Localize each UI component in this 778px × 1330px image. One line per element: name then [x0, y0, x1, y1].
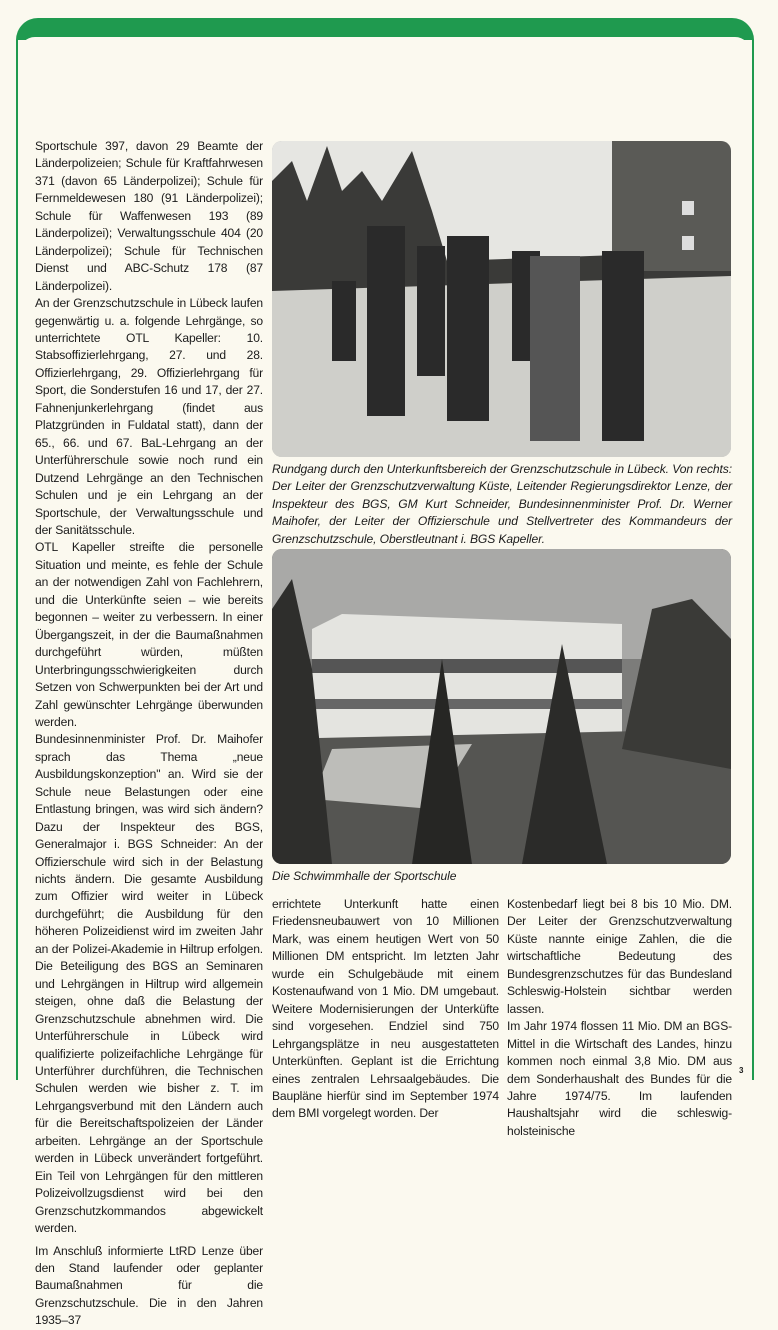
paragraph: Kostenbedarf liegt bei 8 bis 10 Mio. DM. Der Leiter der Grenzschutzverwaltung Küste nannte einige Zahlen, die die wirtschaftliche Bedeutung des Bundesgrenzschutzes für das Bundesland Schleswig-Holstein sichtbar werden lassen.	[507, 897, 732, 1016]
photo-caption: Rundgang durch den Unterkunftsbereich der Grenzschutzschule in Lübeck. Von rechts: Der Leiter der Grenzschutzverwaltung Küste, Leitender Regierungsdirektor Lenze, der Inspekteur des BGS, GM Kurt Schneider, Bundesinnenminister Prof. Dr. Werner Maihofer, der Leiter der Offizierschule und Stellvertreter des Kommandeurs der Grenzschutzschule, Oberstleutnant i. BGS Kapeller.	[272, 462, 732, 546]
middle-text-column	[272, 896, 499, 1123]
green-frame-left	[16, 40, 18, 1080]
paragraph: Sportschule 397, davon 29 Beamte der Länderpolizeien; Schule für Kraftfahrwesen 371 (davon 65 Länderpolizei); Schule für Fernmeldewesen 180 (91 Länderpolizei); Schule für Waffenwesen 193 (89 Länderpolizei); Verwaltungsschule 404 (20 Länderpolizei); Schule für Technischen Dienst und ABC-Schutz 178 (87 Länderpolizei).	[35, 139, 263, 293]
left-text-column	[35, 138, 263, 1330]
paragraph: Im Jahr 1974 flossen 11 Mio. DM an BGS-Mittel in die Wirtschaft des Landes, hinzu kommen noch einmal 3,8 Mio. DM aus dem Sonderhaushalt des Bundes für die Jahre 1974/75. Im laufenden Haushaltsjahr wird die schleswig-holsteinische	[507, 1019, 732, 1138]
photo-caption: Die Schwimmhalle der Sportschule	[272, 869, 457, 883]
photo-swimming-hall	[272, 549, 731, 864]
paragraph: OTL Kapeller streifte die personelle Situation und meinte, es fehle der Schule an der notwendigen Zahl von Fachlehrern, und die Unterkünfte seien – wie bereits begonnen – weiter zu verbessern. In einer Übergangszeit, in der die Baumaßnahmen durchgeführt würden, müßten Unterbringungsschwierigkeiten durch Setzen von Schwerpunkten bei der Art und Zahl gewünschter Lehrgänge überwunden werden.	[35, 540, 263, 729]
right-text-column	[507, 896, 732, 1140]
green-frame-right	[752, 40, 754, 1080]
page-number: 3	[739, 1066, 744, 1075]
paragraph: Bundesinnenminister Prof. Dr. Maihofer sprach das Thema „neue Ausbildungskonzeption" an. Wird sie der Schule neue Belastungen oder eine Entlastung bringen, was wird sich ändern? Dazu der Inspekteur des BGS, Generalmajor i. BGS Schneider: An der Offizierschule wird sich in der Belastung nichts ändern. Die gesamte Ausbildung zum Offizier wird weiter in Lübeck durchgeführt; die Ausbildung für den höheren Polizeidienst wird im zweiten Jahr an der Polizei-Akademie in Hiltrup erfolgen. Die Beteiligung des BGS an Seminaren und Lehrgängen in Hiltrup wird allgemein steigen, ohne daß die Belastung der Grenzschutzschule abnehmen wird. Die Unterführerschule in Lübeck wird qualifizierte polizeifachliche Lehrgänge für Unterführer durchführen, die Technischen Schulen werden wie bisher z. T. im Lehrgangsverbund mit den Ländern auch für die Bereitschaftspolizeien der Länder arbeiten. Lehrgänge an der Sportschule werden in Lübeck unverändert fortgeführt. Ein Teil von Lehrgängen für den mittleren Polizeivollzugsdienst wird bei den Grenzschutzkommandos abgewickelt werden.	[35, 732, 263, 1236]
photo-tour-of-school	[272, 141, 731, 457]
paragraph: Im Anschluß informierte LtRD Lenze über den Stand laufender oder geplanter Baumaßnahmen für die Grenzschutzschule. Die in den Jahren 1935–37	[35, 1243, 263, 1328]
paragraph: An der Grenzschutzschule in Lübeck laufen gegenwärtig u. a. folgende Lehrgänge, so unterrichtete OTL Kapeller: 10. Stabsoffizierlehrgang, 27. und 28. Offizierlehrgang, 29. Offizierlehrgang für Sport, die Sonderstufen 16 und 17, der 27. Fahnenjunkerlehrgang (findet aus Platzgründen in Fuldatal statt), dann der 65., 66. und 67. BaL-Lehrgang an der Unterführerschule sowie noch rund ein Dutzend Lehrgänge an den Technischen Schulen und je ein Lehrgang an der Sportschule, der Verwaltungsschule und der Sanitätsschule.	[35, 296, 263, 537]
paragraph: errichtete Unterkunft hatte einen Friedensneubauwert von 10 Millionen Mark, was einem heutigen Wert von 50 Millionen DM entspricht. Im letzten Jahr wurde ein Schulgebäude mit einem Kostenaufwand von 1 Mio. DM umgebaut. Weitere Modernisierungen der Unterküfte sind vorgesehen. Endziel sind 750 Lehrgangsplätze in neu ausgestatteten Unterkünften. Geplant ist die Errichtung eines zentralen Lehrsaalgebäudes. Die Baupläne hierfür sind im September 1974 dem BMI vorgelegt worden. Der	[272, 897, 499, 1121]
